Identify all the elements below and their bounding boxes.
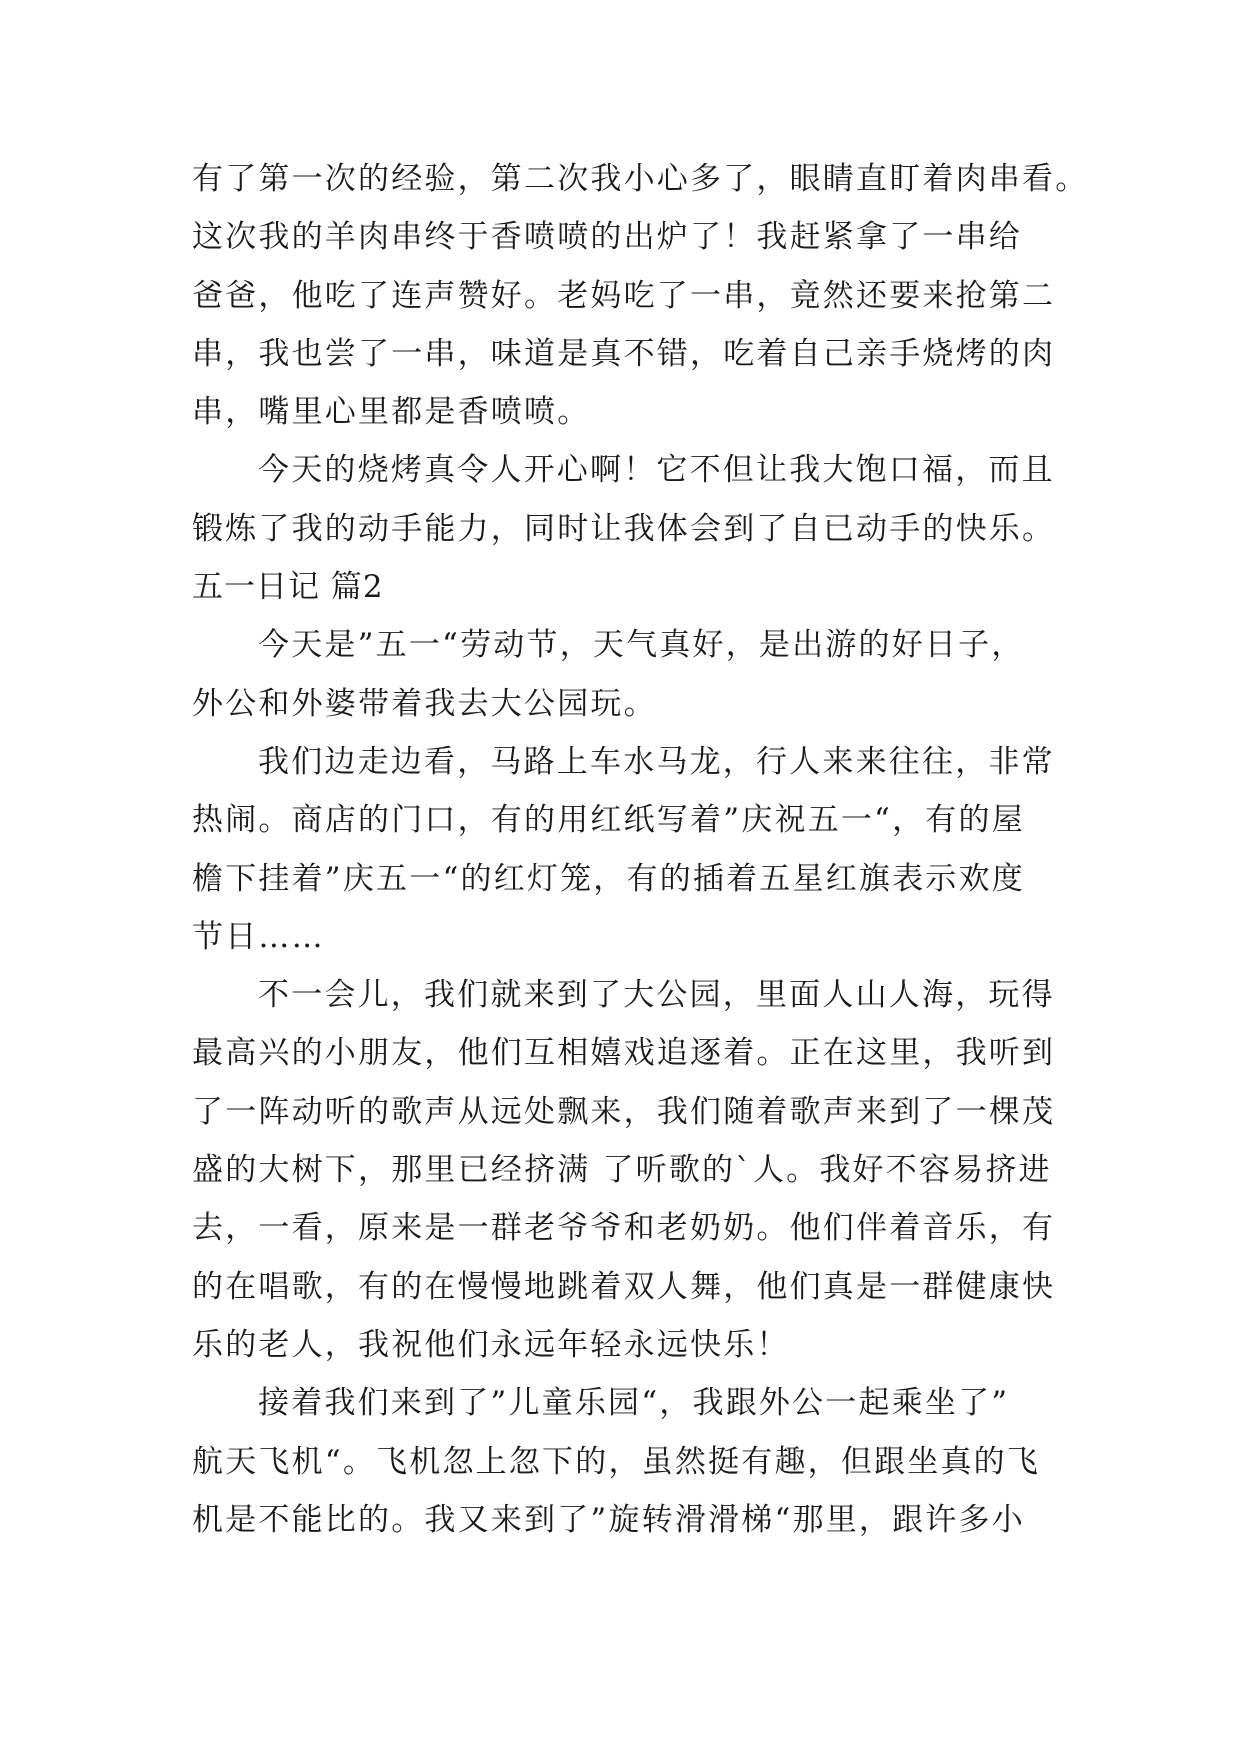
- text-line: 串，我也尝了一串，味道是真不错，吃着自己亲手烧烤的肉: [192, 335, 1056, 372]
- text-line: 有了第一次的经验，第二次我小心多了，眼睛直盯着肉串看。: [192, 161, 1089, 197]
- paragraph-first-line: 今天是”五一“劳动节，天气真好，是出游的好日子，: [258, 627, 1025, 664]
- paragraph-first-line: 我们边走边看，马路上车水马龙，行人来来往往，非常: [258, 743, 1055, 780]
- text-line: 外公和外婆带着我去大公园玩。: [192, 685, 657, 722]
- text-line: 的在唱歌，有的在慢慢地跳着双人舞，他们真是一群健康快: [192, 1268, 1056, 1305]
- text-line: 节日……: [192, 918, 325, 955]
- paragraph-first-line: 今天的烧烤真令人开心啊！它不但让我大饱口福，而且: [258, 452, 1055, 489]
- text-line: 最高兴的小朋友，他们互相嬉戏追逐着。正在这里，我听到: [192, 1035, 1056, 1072]
- text-line: 机是不能比的。我又来到了”旋转滑滑梯“那里，跟许多小: [192, 1501, 1025, 1538]
- text-line: 航天飞机“。飞机忽上忽下的，虽然挺有趣，但跟坐真的飞: [192, 1443, 1041, 1480]
- section-heading: 五一日记 篇2: [192, 569, 384, 606]
- text-line: 盛的大树下，那里已经挤满 了听歌的`人。我好不容易挤进: [192, 1152, 1052, 1189]
- document-body: [192, 150, 1089, 1549]
- text-line: 串，嘴里心里都是香喷喷。: [192, 394, 591, 431]
- text-line: 这次我的羊肉串终于香喷喷的出炉了！我赶紧拿了一串给: [192, 219, 1022, 256]
- text-line: 乐的老人，我祝他们永远年轻永远快乐！: [192, 1326, 790, 1363]
- paragraph-first-line: 接着我们来到了”儿童乐园“，我跟外公一起乘坐了”: [258, 1385, 1010, 1422]
- text-line: 檐下挂着”庆五一“的红灯笼，有的插着五星红旗表示欢度: [192, 860, 1025, 897]
- text-line: 热闹。商店的门口，有的用红纸写着”庆祝五一“，有的屋: [192, 802, 1025, 839]
- text-line: 锻炼了我的动手能力，同时让我体会到了自已动手的快乐。: [192, 510, 1056, 547]
- text-line: 去，一看，原来是一群老爷爷和老奶奶。他们伴着音乐，有: [192, 1210, 1056, 1247]
- paragraph-first-line: 不一会儿，我们就来到了大公园，里面人山人海，玩得: [258, 977, 1055, 1014]
- text-line: 了一阵动听的歌声从远处飘来，我们随着歌声来到了一棵茂: [192, 1093, 1056, 1130]
- text-line: 爸爸，他吃了连声赞好。老妈吃了一串，竟然还要来抢第二: [192, 277, 1056, 314]
